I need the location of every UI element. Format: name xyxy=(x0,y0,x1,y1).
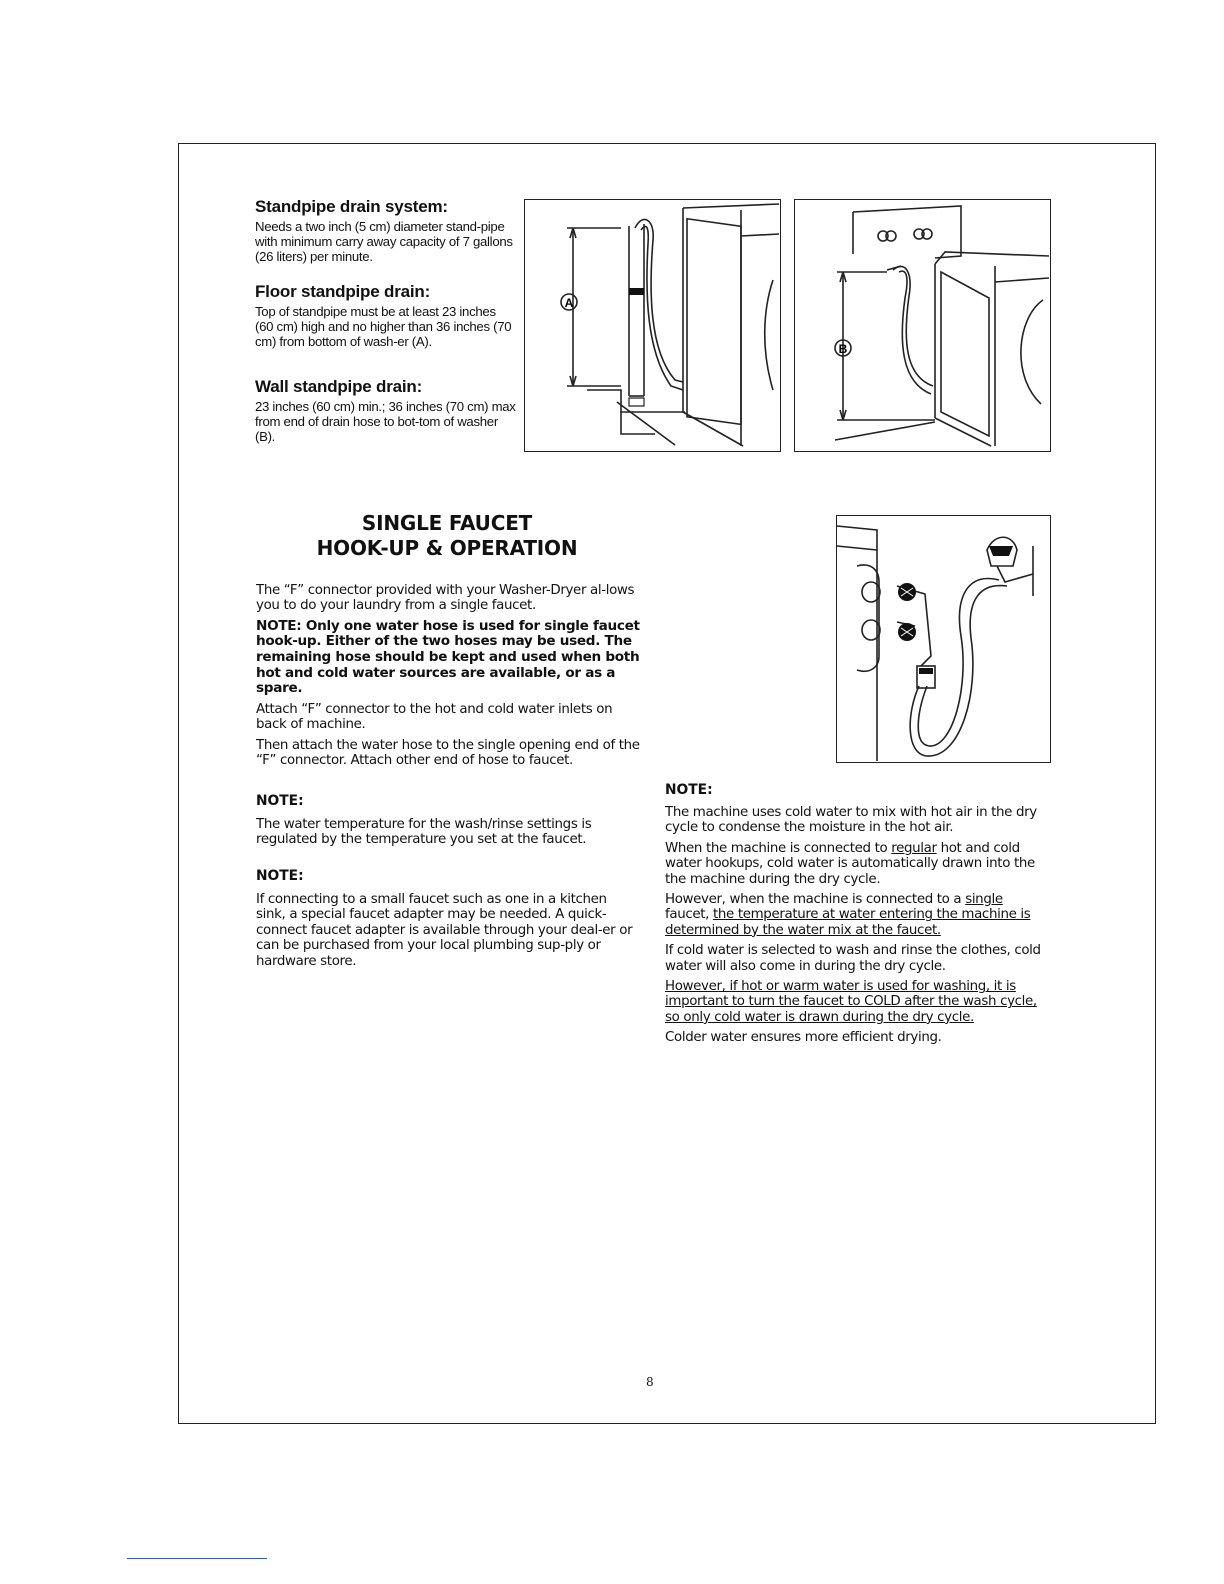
wall-standpipe-text: 23 inches (60 cm) min.; 36 inches (70 cm) max from end of drain hose to bot-tom of washer (B). xyxy=(255,399,516,445)
dimension-a-label: A xyxy=(564,296,574,310)
note-cold-water-p2 xyxy=(665,841,1050,887)
note-cold-water-p5: However, if hot or warm water is used for washing, it is important to turn the faucet to COLD after the wash cycle, so only cold water is drawn during the dry cycle. xyxy=(665,979,1037,1025)
single-faucet-intro: The “F” connector provided with your Washer-Dryer al-lows you to do your laundry from a single faucet. xyxy=(256,583,635,614)
page-number: 8 xyxy=(646,1375,654,1389)
wall-standpipe-heading: Wall standpipe drain: xyxy=(255,377,423,396)
single-faucet-note: NOTE: Only one water hose is used for single faucet hook-up. Either of the two hoses may be used. The remaining hose should be kept and used when both hot and cold water sources are available, or as a spare. xyxy=(256,617,640,697)
note-small-faucet-heading: NOTE: xyxy=(256,868,304,884)
note-cold-water-p2-underline: regular xyxy=(891,840,937,856)
single-faucet-title-line2: HOOK-UP & OPERATION xyxy=(316,536,578,560)
note-cold-water-p4: If cold water is selected to wash and rinse the clothes, cold water will also come in during the dry cycle. xyxy=(665,943,1041,974)
floor-standpipe-text: Top of standpipe must be at least 23 inches (60 cm) high and no higher than 36 inches (70 cm) from bottom of wash-er (A). xyxy=(255,304,512,350)
note-small-faucet-text: If connecting to a small faucet such as one in a kitchen sink, a special faucet adapter may be needed. A quick-connect faucet adapter is available through your deal-er or can be purchased from your local plumbing sup-ply or hardware store. xyxy=(256,892,633,969)
note-cold-water-p6: Colder water ensures more efficient drying. xyxy=(665,1030,942,1046)
note-cold-water-p3-underline-single: single xyxy=(965,892,1003,908)
note-temperature-heading: NOTE: xyxy=(256,793,304,809)
note-cold-water-p3-underline-temperature: the temperature at water entering the machine is determined by the water mix at the faucet. xyxy=(665,907,1031,938)
dimension-b-label: B xyxy=(838,342,848,356)
note-cold-water-p2-text-b: hot and cold water hookups, cold water is automatically drawn into the the machine during the dry cycle. xyxy=(665,840,1035,887)
single-faucet-attach: Attach “F” connector to the hot and cold water inlets on back of machine. xyxy=(256,701,613,733)
single-faucet-body xyxy=(256,583,640,768)
note-cold-water-p2-text-a: When the machine is connected to xyxy=(665,840,892,856)
wall-standpipe-illustration xyxy=(794,199,1051,452)
standpipe-section xyxy=(255,197,517,265)
standpipe-heading: Standpipe drain system: xyxy=(255,197,448,216)
single-faucet-title xyxy=(256,511,638,561)
footer-rule xyxy=(127,1558,267,1559)
floor-standpipe-heading: Floor standpipe drain: xyxy=(255,282,431,301)
note-cold-water-p3-text-b: faucet, xyxy=(665,907,713,923)
wall-standpipe-section xyxy=(255,377,517,445)
note-cold-water-p3 xyxy=(665,892,1050,938)
f-connector-illustration xyxy=(836,515,1051,763)
single-faucet-title-line1: SINGLE FAUCET xyxy=(361,511,533,535)
note-small-faucet xyxy=(256,868,640,969)
note-cold-water-p3-text-a: However, when the machine is connected to a xyxy=(665,892,966,908)
floor-standpipe-illustration xyxy=(524,199,781,452)
single-faucet-then: Then attach the water hose to the single opening end of the “F” connector. Attach other end of hose to faucet. xyxy=(256,737,640,768)
note-temperature-text: The water temperature for the wash/rinse settings is regulated by the temperature you set at the faucet. xyxy=(256,817,592,848)
note-temperature xyxy=(256,793,640,848)
note-cold-water-heading: NOTE: xyxy=(665,782,713,798)
standpipe-text: Needs a two inch (5 cm) diameter stand-pipe with minimum carry away capacity of 7 gallons (26 liters) per minute. xyxy=(255,219,513,265)
note-cold-water xyxy=(665,782,1050,1046)
floor-standpipe-section xyxy=(255,282,517,350)
note-cold-water-p1: The machine uses cold water to mix with hot air in the dry cycle to condense the moisture in the hot air. xyxy=(665,805,1037,836)
